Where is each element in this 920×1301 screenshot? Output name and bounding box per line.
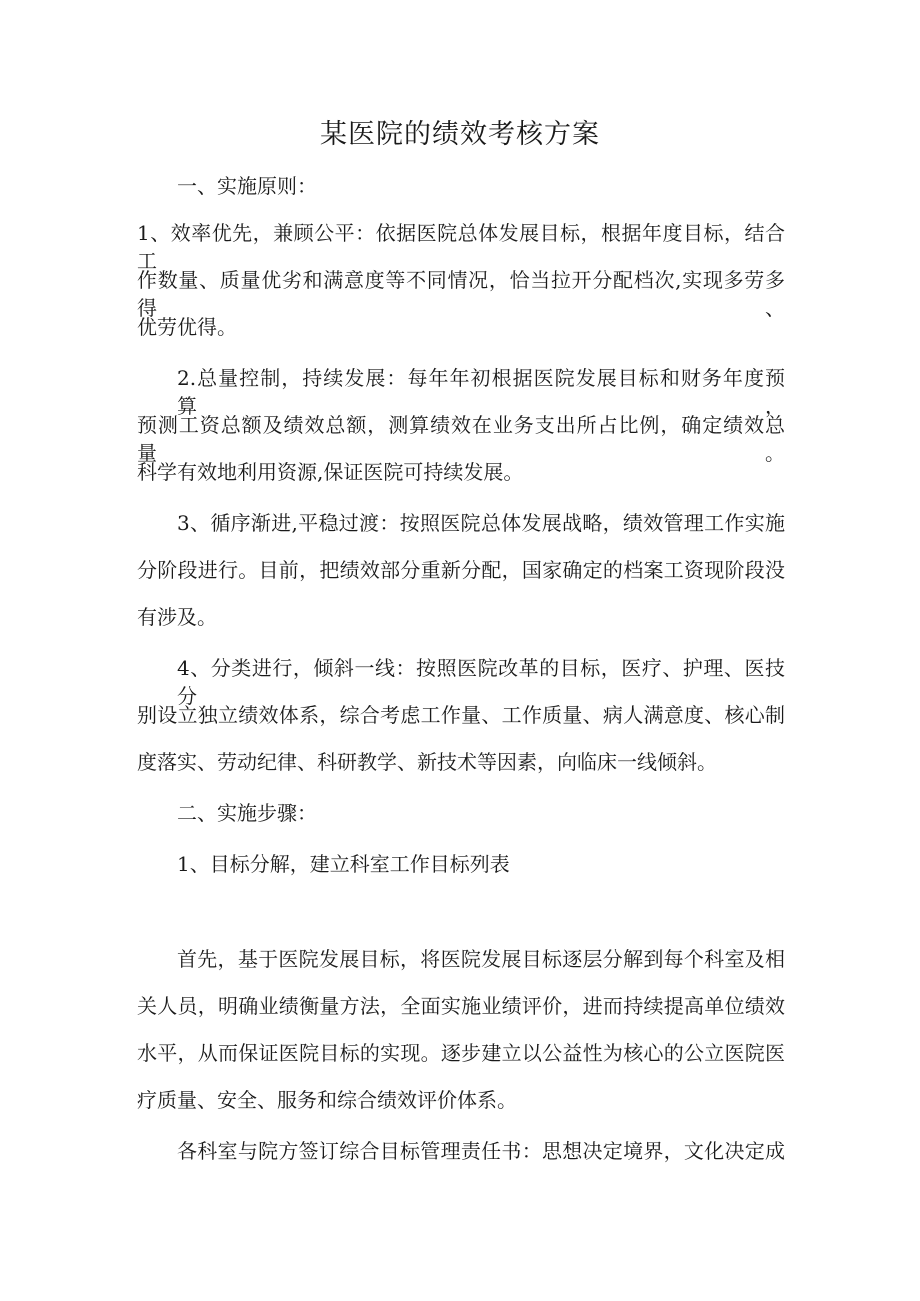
paragraph-line: 度落实、劳动纪律、科研教学、新技术等因素，向临床一线倾斜。 [137, 750, 717, 774]
step-heading: 1、目标分解，建立科室工作目标列表 [177, 852, 510, 876]
paragraph-line: 科学有效地利用资源,保证医院可持续发展。 [137, 460, 524, 484]
section-heading-steps: 二、实施步骤： [177, 801, 317, 825]
paragraph-line: 1、效率优先，兼顾公平：依据医院总体发展目标，根据年度目标，结合工 [137, 221, 785, 273]
paragraph-line: 2.总量控制，持续发展：每年年初根据医院发展目标和财务年度预算， [177, 366, 785, 418]
paragraph-line: 关人员，明确业绩衡量方法，全面实施业绩评价，进而持续提高单位绩效 [137, 994, 785, 1018]
document-title: 某医院的绩效考核方案 [320, 119, 600, 150]
paragraph-line: 各科室与院方签订综合目标管理责任书：思想决定境界，文化决定成 [177, 1139, 785, 1163]
paragraph-line: 别设立独立绩效体系，综合考虑工作量、工作质量、病人满意度、核心制 [137, 703, 785, 727]
paragraph-line: 作数量、质量优劣和满意度等不同情况，恰当拉开分配档次,实现多劳多得、 [137, 268, 785, 320]
paragraph-line: 优劳优得。 [137, 315, 237, 339]
paragraph-line: 4、分类进行，倾斜一线：按照医院改革的目标，医疗、护理、医技分 [177, 656, 785, 708]
paragraph-line: 疗质量、安全、服务和综合绩效评价体系。 [137, 1088, 517, 1112]
paragraph-line: 水平，从而保证医院目标的实现。逐步建立以公益性为核心的公立医院医 [137, 1041, 785, 1065]
paragraph-line: 首先，基于医院发展目标，将医院发展目标逐层分解到每个科室及相 [177, 947, 785, 971]
paragraph-line: 预测工资总额及绩效总额，测算绩效在业务支出所占比例，确定绩效总量。 [137, 413, 785, 465]
paragraph-line: 有涉及。 [137, 605, 217, 629]
section-heading-principles: 一、实施原则： [177, 174, 317, 198]
paragraph-line: 3、循序渐进,平稳过渡：按照医院总体发展战略，绩效管理工作实施 [177, 511, 785, 535]
paragraph-line: 分阶段进行。目前，把绩效部分重新分配，国家确定的档案工资现阶段没 [137, 558, 785, 582]
